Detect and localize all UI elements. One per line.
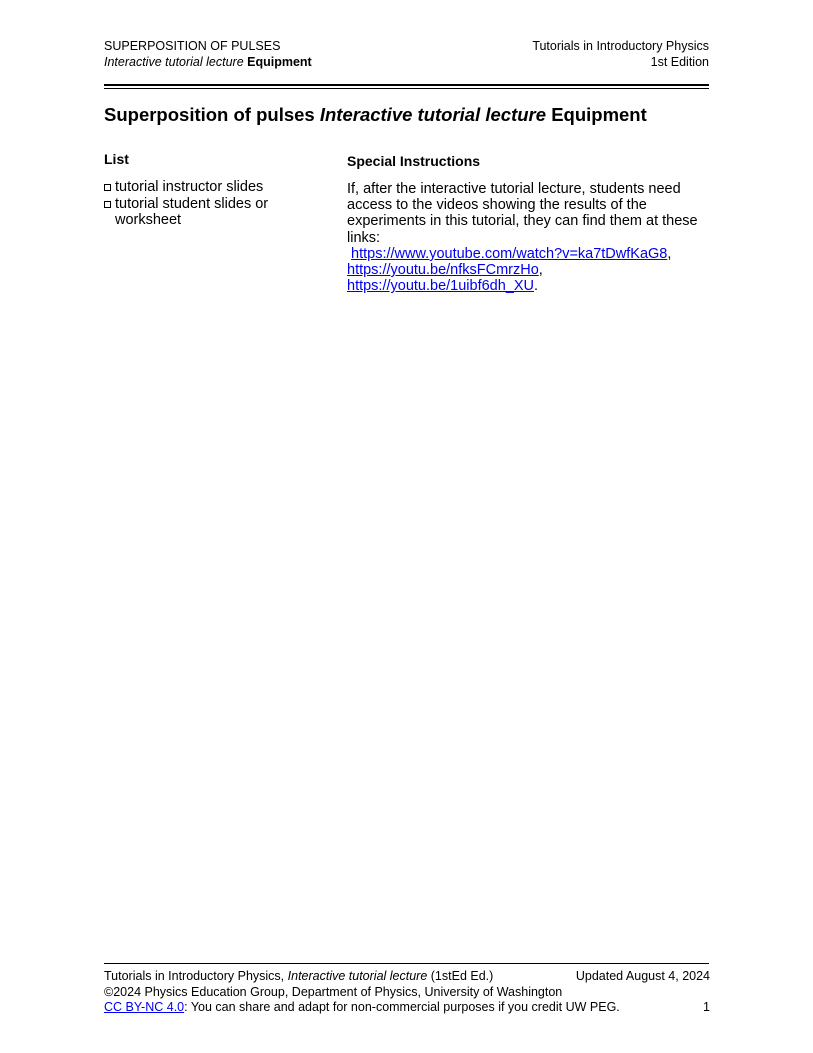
checkbox-icon: [104, 201, 111, 208]
checkbox-icon: [104, 184, 111, 191]
list-item: [104, 179, 324, 196]
page-title-italic: Interactive tutorial lecture: [319, 104, 547, 125]
header-rule-thin: [104, 88, 709, 89]
license-link[interactable]: CC BY-NC 4.0: [104, 1000, 185, 1014]
footer-copyright: ©2024 Physics Education Group, Department of Physics, University of Washington: [104, 984, 563, 999]
instructions-heading: Special Instructions: [347, 153, 481, 169]
equipment-list-section: [104, 151, 324, 229]
footer-book-italic: Interactive tutorial lecture: [287, 969, 428, 983]
license-text: : You can share and adapt for non-commercial purposes if you credit UW PEG.: [184, 1000, 620, 1014]
link-separator: ,: [667, 245, 672, 262]
header-section-title: SUPERPOSITION OF PULSES: [104, 39, 281, 53]
header-edition: 1st Edition: [650, 54, 709, 69]
header-subtitle-italic: Interactive tutorial lecture: [104, 54, 244, 69]
page-number: 1: [703, 1000, 710, 1014]
list-item-label: tutorial instructor slides: [115, 179, 264, 195]
header-subtitle: [104, 55, 312, 71]
equipment-list: [104, 179, 324, 229]
video-link-3[interactable]: https://youtu.be/1uibf6dh_XU: [347, 278, 535, 295]
page-title-part1: Superposition of pulses: [104, 104, 315, 125]
video-link-2[interactable]: https://youtu.be/nfksFCmrzHo: [347, 262, 539, 279]
header-subtitle-bold: Equipment: [247, 54, 312, 69]
page-title: [104, 104, 647, 126]
link-separator: ,: [538, 262, 543, 279]
running-header-left: [104, 39, 312, 70]
page-footer: [104, 969, 710, 1016]
footer-updated-date: Updated August 4, 2024: [575, 969, 710, 983]
footer-line-1: [104, 969, 710, 985]
page-title-part3: Equipment: [551, 104, 647, 125]
video-link-1[interactable]: https://www.youtube.com/watch?v=ka7tDwfKaG8: [351, 245, 668, 262]
special-instructions-section: [347, 153, 712, 294]
list-heading: List: [104, 151, 129, 167]
list-item-label: tutorial student slides or worksheet: [115, 195, 269, 228]
footer-book-title: Tutorials in Introductory Physics,: [104, 969, 288, 983]
header-book-title: Tutorials in Introductory Physics: [532, 39, 709, 53]
instructions-body: If, after the interactive tutorial lecture, students need access to the videos showing the results of the experiments in this tutorial, they can find them at these links:: [347, 181, 698, 246]
header-rule-thick: [104, 84, 709, 86]
list-item: [104, 196, 324, 229]
footer-edition: (1stEd Ed.): [427, 969, 494, 983]
footer-line-3: [104, 1000, 710, 1016]
running-header-right: [532, 39, 709, 70]
link-terminator: .: [534, 278, 539, 295]
footer-rule: [104, 963, 709, 964]
instructions-text: [347, 181, 712, 294]
